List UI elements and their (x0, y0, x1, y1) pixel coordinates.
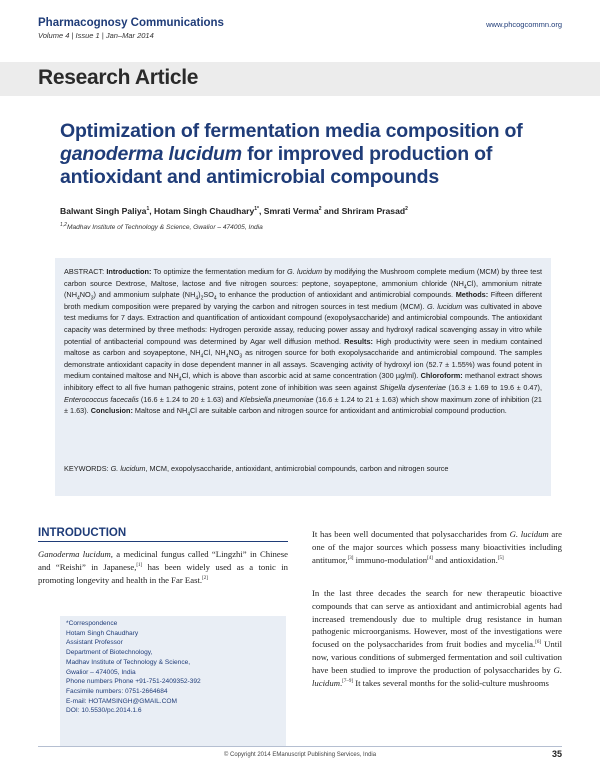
correspondence (66, 619, 282, 716)
abstract-heading: Chloroform: (420, 371, 463, 381)
abstract-heading: Methods: (455, 290, 489, 300)
keywords-label: KEYWORDS: (64, 464, 111, 473)
abstract-text: NO (228, 348, 240, 358)
correspondence-position: Assistant Professor (66, 639, 123, 647)
paragraph-text: In the last three decades the search for new therapeutic bioactive compounds that can serve as antioxidant and antimicrobial agents had increased tremendously due to multiple drug resistance in human pathogenic microorganisms. However, most of the investigations were focused on the polysaccharides from fruit bodies and mycelia. (312, 588, 562, 650)
correspondence-institute: Madhav Institute of Technology & Science, (66, 658, 191, 666)
subscript: 4 (76, 295, 80, 302)
affiliation-mark: 1,2 (60, 221, 67, 228)
abstract-text: Cl, NH (203, 348, 226, 358)
subscript: 3 (90, 295, 94, 302)
correspondence-name: Hotam Singh Chaudhary (66, 629, 139, 637)
author-affiliation-mark: 2 (405, 206, 408, 213)
species-name: G. lucidum (312, 664, 562, 688)
issue-info: Volume 4 | Issue 1 | Jan–Mar 2014 (38, 31, 154, 40)
intro-paragraph-1 (38, 548, 288, 586)
title-line-3: antioxidant and antimicrobial compounds (60, 166, 439, 188)
citation[interactable]: [1] (136, 562, 143, 568)
page-number: 35 (551, 749, 562, 759)
subscript: 4 (187, 411, 191, 418)
section-heading-introduction: INTRODUCTION (38, 527, 127, 539)
abstract-text: To optimize the fermentation medium for (151, 267, 287, 276)
correspondence-city: Gwalior – 474005, India (66, 668, 136, 676)
correspondence-phone: Phone numbers Phone +91-751-2409352-392 (66, 678, 201, 686)
doi-link[interactable]: DOI: 10.5530/pc.2014.1.6 (66, 707, 142, 715)
species-name: Ganoderma lucidum (38, 549, 111, 559)
subscript: 4 (200, 353, 204, 360)
abstract-text: ) and ammonium sulphate (NH (93, 290, 196, 300)
subscript: 4 (225, 353, 229, 360)
citation[interactable]: [6] (535, 640, 542, 646)
abstract-text: Maltose and NH (132, 406, 188, 416)
abstract-species: Enterococcus facecalis (64, 394, 139, 404)
abstract-text: Fifteen different broth medium composition were prepared by varying the carbon and nitrogen sources in test medium (MCM). (64, 290, 542, 311)
keywords-text: , MCM, exopolysaccharide, antioxidant, antimicrobial compounds, carbon and nitrogen source (145, 464, 449, 473)
article-type: Research Article (38, 66, 199, 89)
abstract-text: NO (79, 290, 91, 300)
abstract-text: was cultivated in above test mediums for 7 days. Extraction and quantification of antioxidant compound (exopolysaccharide) and antimicrobial compounds. The antioxidant capacity was determined by three methods: Hydrogen peroxide assay, reducing power assay and hydroxyl radical scavenging assay in vitro while potential of antibacterial compound was determined by Agar well diffusion method. (64, 301, 542, 346)
abstract-text: Cl), ammonium nitrate (NH (64, 278, 542, 300)
subscript: 4 (178, 376, 182, 383)
author-affiliation-mark: 1 (146, 206, 150, 213)
species-name: G. lucidum (509, 529, 549, 539)
author-name: Hotam Singh Chaudhary (154, 206, 255, 216)
paragraph-text: . (340, 677, 343, 688)
abstract-species: Shigella dysenteriae (379, 382, 446, 392)
paragraph-text: It takes several months for the solid-culture mushrooms (353, 677, 549, 688)
paragraph-text: are one of the major sources which possess many bioactivities including antitumor, (312, 529, 562, 565)
abstract-species: G. lucidum (287, 267, 323, 276)
abstract-text: to enhance the production of antioxidant and antimicrobial compounds. (216, 290, 456, 300)
citation[interactable]: [7–9] (342, 678, 354, 684)
author-separator: , (149, 206, 154, 216)
title-species: ganoderma lucidum (60, 143, 242, 165)
subscript: 4 (213, 295, 217, 302)
keyword-species: G. lucidum (110, 464, 146, 473)
abstract-text: Cl, which is above than ascorbic acid at same concentration (300 µg/ml). (181, 371, 421, 381)
subscript: 2 (200, 295, 204, 302)
title-line-2: for improved production of (241, 143, 493, 165)
abstract-species: G. lucidum (426, 301, 463, 311)
author-name: Smrati Verma (263, 206, 319, 216)
intro-paragraph-3 (312, 587, 562, 689)
section-divider (38, 541, 288, 542)
abstract-text: (16.6 ± 1.24 to 20 ± 1.63) and (138, 394, 241, 404)
abstract-text: ) (198, 290, 201, 300)
abstract-text: SO (203, 290, 214, 300)
author-name: Balwant Singh Paliya (60, 206, 147, 216)
abstract-text: (16.3 ± 1.69 to 19.6 ± 0.47), (445, 382, 542, 392)
correspondence-label: *Correspondence (66, 620, 118, 627)
abstract-heading: Introduction: (106, 267, 152, 276)
title-line-1: Optimization of fermentation media composition of (60, 120, 523, 142)
intro-paragraph-2 (312, 528, 562, 566)
author-separator: , (259, 206, 264, 216)
paragraph-text: It has been well documented that polysaccharides from (312, 529, 510, 539)
paragraph-text: has been widely used as a tonic in promoting longevity and health in the Far East. (38, 561, 288, 585)
subscript: 4 (195, 295, 199, 302)
citation[interactable]: [5] (497, 555, 504, 561)
paragraph-text: immuno-modulation (353, 554, 428, 565)
citation[interactable]: [3] (347, 555, 354, 561)
abstract-text: (16.6 ± 1.24 to 21 ± 1.63) which show maximum zone of inhibition (21 ± 1.63). (64, 394, 542, 416)
paragraph-text: and antioxidation. (432, 554, 498, 565)
abstract-heading: Results: (344, 336, 373, 346)
author-affiliation-mark: 1* (254, 206, 260, 213)
affiliation (60, 221, 263, 231)
paragraph-text: , a medicinal fungus called “Lingzhi” in Chinese and “Reishi” in Japanese, (38, 549, 288, 572)
correspondence-department: Department of Biotechnology, (66, 649, 153, 657)
paragraph-text: Until now, various conditions of submerged fermentation and soil cultivation have been studied to improve the production of polysaccharides by (312, 639, 562, 675)
citation[interactable]: [2] (202, 575, 208, 581)
copyright: © Copyright 2014 EManuscript Publishing Services, India (223, 752, 377, 758)
abstract-species: Klebsiella pneumoniae (240, 394, 314, 404)
abstract-text: by modifying the Mushroom complete medium (MCM) by three test carbon source Dextrose, Maltose, lactose and five nitrogen sources: peptone, soyapeptone, ammonium chloride (NH (64, 267, 542, 288)
abstract-heading: Conclusion: (90, 406, 133, 416)
journal-name: Pharmacognosy Communications (38, 17, 224, 29)
abstract-text: as nitrogen source for both exopolysaccharide and antimicrobial compound. The samples demonstrate antioxidant capacity in dose dependent manner in all assays. Scavenging activity of hydroxyl ion (52.7 ± 1.55%) was found potent in medium contained maltose and NH (64, 348, 542, 381)
author-name: Shriram Prasad (341, 206, 406, 216)
author-separator: and (321, 206, 342, 216)
subscript: 4 (463, 284, 467, 291)
abstract (64, 266, 542, 417)
abstract-text: Cl are suitable carbon and nitrogen source for antioxidant and antimicrobial compound production. (190, 406, 507, 416)
abstract-text: methanol extract shows inhibitory effect to all five human pathogenic strains, potent zone of inhibition was seen against (64, 371, 542, 392)
author-affiliation-mark: 2 (318, 206, 322, 213)
abstract-label: ABSTRACT: (64, 267, 107, 276)
keywords (64, 463, 542, 475)
footer-divider (38, 746, 562, 747)
correspondence-email-link[interactable]: E-mail: HOTAMSINGH@GMAIL.COM (66, 697, 177, 705)
subscript: 3 (239, 353, 243, 360)
citation[interactable]: [4] (427, 555, 433, 561)
author-list (60, 206, 408, 216)
article-title (60, 120, 560, 189)
affiliation-text: Madhav Institute of Technology & Science, Gwalior – 474005, India (66, 224, 263, 231)
correspondence-fax: Facsimile numbers: 0751-2664684 (66, 687, 168, 695)
abstract-text: High productivity were seen in medium contained maltose as carbon and soyapeptone, NH (64, 336, 542, 358)
journal-website-link[interactable]: www.phcogcommn.org (486, 20, 562, 29)
